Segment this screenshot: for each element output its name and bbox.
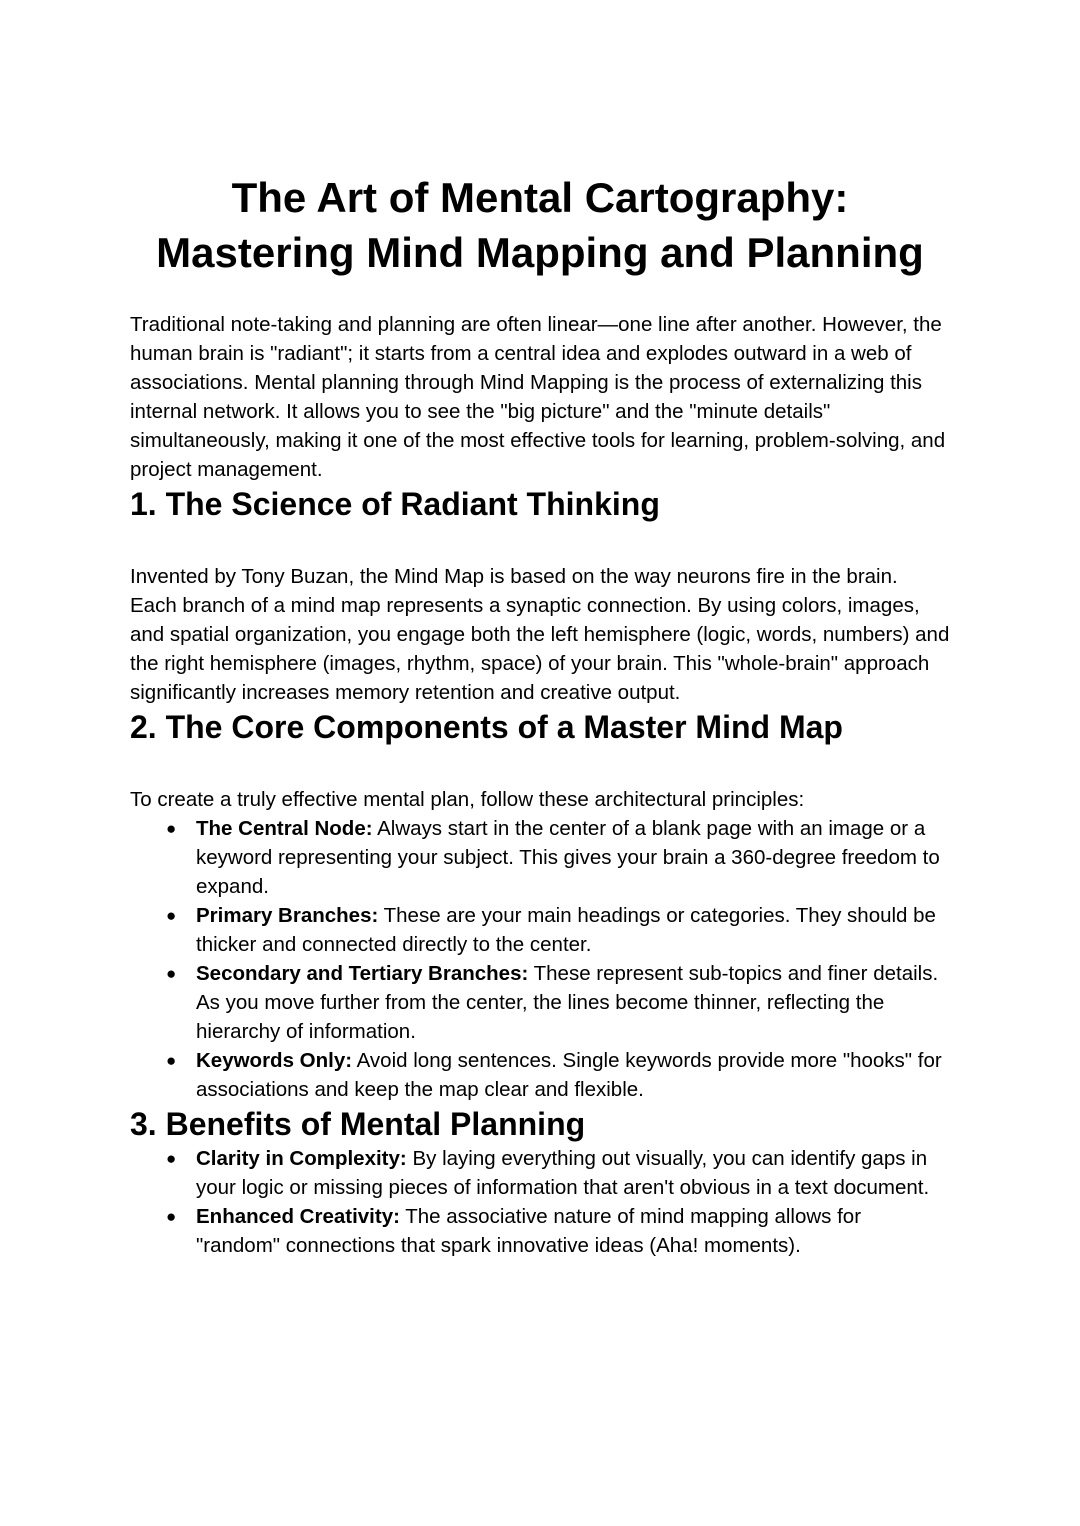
list-item: [130, 959, 950, 1046]
bullet-icon: ●: [166, 819, 177, 838]
document-page: [130, 170, 950, 1260]
document-title: [90, 170, 990, 280]
list-item-term: Secondary and Tertiary Branches:: [196, 962, 529, 985]
list-item-term: Enhanced Creativity:: [196, 1205, 400, 1228]
list-item-text: These are your main headings or categories. They should be thicker and connected directly to the center.: [196, 904, 936, 956]
components-list: [130, 814, 950, 1104]
intro-paragraph: Traditional note-taking and planning are often linear—one line after another. However, the human brain is "radiant"; it starts from a central idea and explodes outward in a web of associations. Mental planning through Mind Mapping is the process of externalizing this internal network. It allows you to see the "big picture" and the "minute details" simultaneously, making it one of the most effective tools for learning, problem-solving, and project management.: [130, 313, 946, 481]
bullet-icon: ●: [166, 964, 177, 983]
section-3-heading: 3. Benefits of Mental Planning: [130, 1106, 586, 1142]
list-item: [130, 901, 950, 959]
list-item: [130, 814, 950, 901]
bullet-icon: ●: [166, 1051, 177, 1070]
list-item-term: Keywords Only:: [196, 1049, 353, 1072]
section-1-heading: 1. The Science of Radiant Thinking: [130, 486, 660, 522]
list-item-term: The Central Node:: [196, 817, 373, 840]
list-item-text: Always start in the center of a blank page with an image or a keyword representing your subject. This gives your brain a 360-degree freedom to expand.: [196, 817, 940, 898]
benefits-list: [130, 1144, 950, 1260]
list-item: [130, 1202, 950, 1260]
section-2-intro: To create a truly effective mental plan, follow these architectural principles:: [130, 788, 805, 811]
list-item-term: Clarity in Complexity:: [196, 1147, 407, 1170]
bullet-icon: ●: [166, 1149, 177, 1168]
title-line-2: Mastering Mind Mapping and Planning: [156, 229, 924, 276]
section-2-heading: 2. The Core Components of a Master Mind Map: [130, 709, 843, 745]
list-item-term: Primary Branches:: [196, 904, 379, 927]
list-item-text: These represent sub-topics and finer details. As you move further from the center, the lines become thinner, reflecting the hierarchy of information.: [196, 962, 939, 1043]
list-item: [130, 1046, 950, 1104]
title-line-1: The Art of Mental Cartography:: [231, 174, 849, 221]
list-item-text: By laying everything out visually, you can identify gaps in your logic or missing pieces of information that aren't obvious in a text document.: [196, 1147, 930, 1199]
section-1-paragraph: Invented by Tony Buzan, the Mind Map is based on the way neurons fire in the brain. Each branch of a mind map represents a synaptic connection. By using colors, images, and spatial organization, you engage both the left hemisphere (logic, words, numbers) and the right hemisphere (images, rhythm, space) of your brain. This "whole-brain" approach significantly increases memory retention and creative output.: [130, 565, 950, 704]
list-item: [130, 1144, 950, 1202]
bullet-icon: ●: [166, 906, 177, 925]
bullet-icon: ●: [166, 1207, 177, 1226]
list-item-text: Avoid long sentences. Single keywords provide more "hooks" for associations and keep the map clear and flexible.: [196, 1049, 942, 1101]
list-item-text: The associative nature of mind mapping allows for "random" connections that spark innovative ideas (Aha! moments).: [196, 1205, 862, 1257]
